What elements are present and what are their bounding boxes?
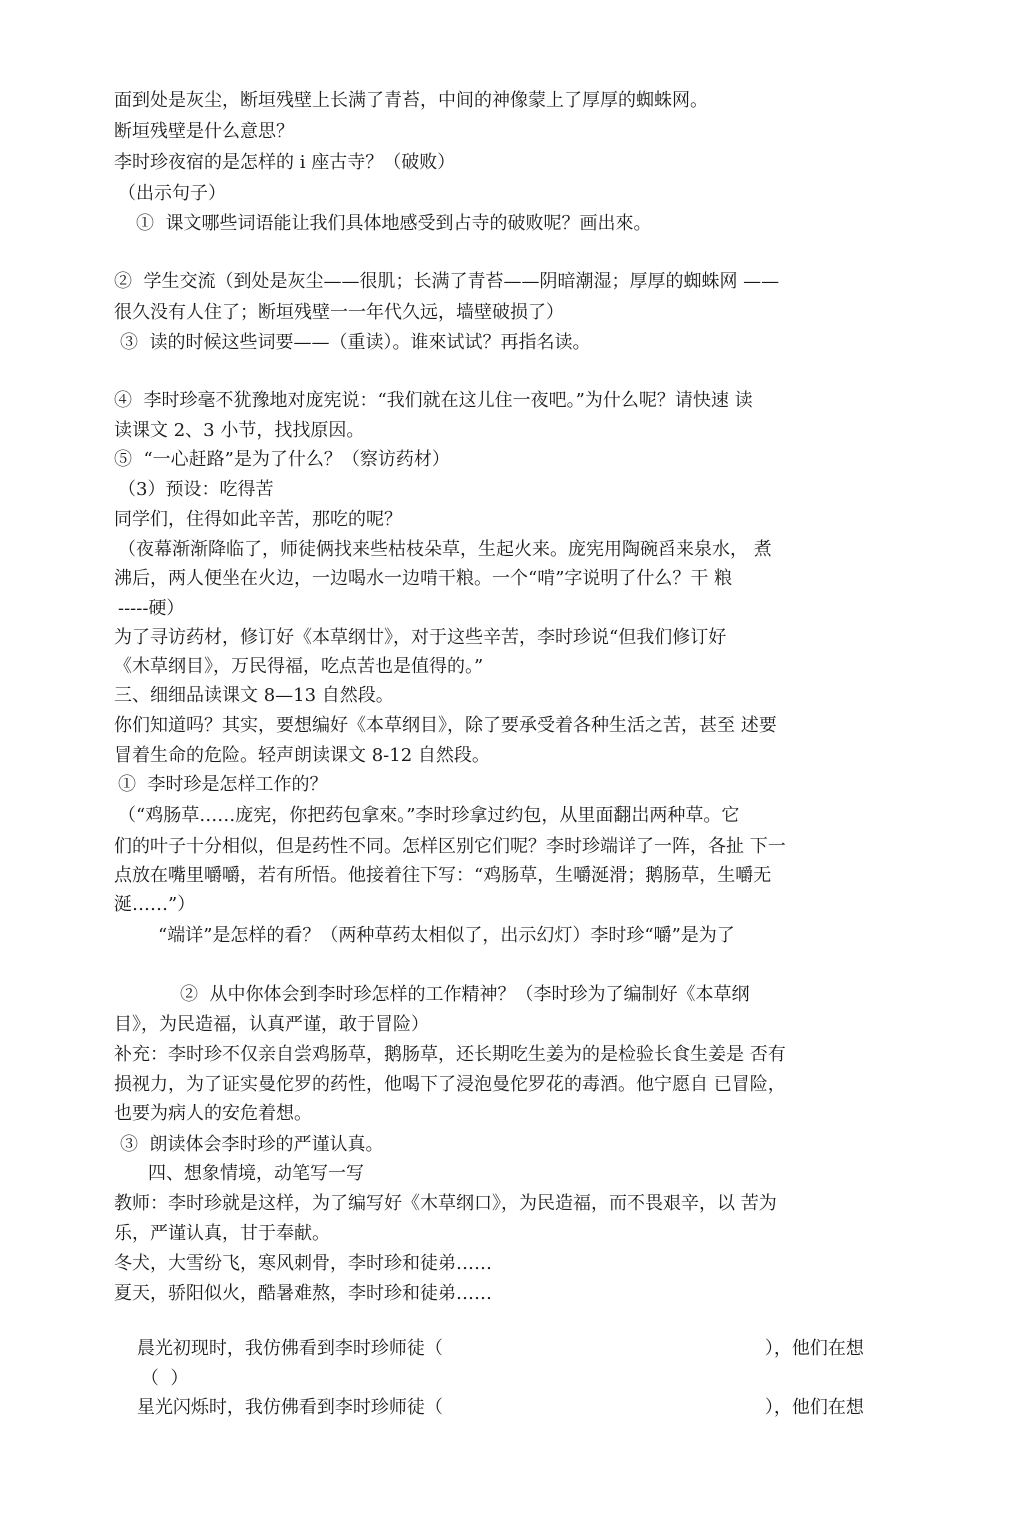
text-line: 面到处是灰尘，断垣残壁上长满了青苔，中间的神像蒙上了厚厚的蜘蛛网。 — [114, 90, 708, 111]
fill-in-row — [114, 1372, 443, 1444]
text-line: 读课文 2、3 小节，找找原因。 — [114, 420, 365, 441]
text-line: ③ 朗读体会李时珍的严谨认真。 — [120, 1134, 384, 1155]
text-line: 教师：李时珍就是这样，为了编写好《木草纲口》，为民造福，而不畏艰辛，以 苦为 — [114, 1193, 777, 1214]
text-line: （“鸡肠草……庞宪，你把药包拿來。”李时珍拿过约包，从里面翻岀两种草。它 — [118, 805, 740, 826]
text-line: 损视力，为了证实曼佗罗的药性，他喝下了浸泡曼佗罗花的毒酒。他宁愿自 已冒险， — [114, 1074, 786, 1095]
text-line: 们的叶子十分相似，但是药性不同。怎样区别它们呢？李时珍端详了一阵，各扯 下一 — [114, 836, 786, 857]
text-line: ① 课文哪些词语能让我们具体地感受到占寺的破败呢？画出來。 — [136, 213, 652, 234]
text-line: 冬犬，大雪纷飞，寒风刺骨，李时珍和徒弟…… — [114, 1253, 492, 1274]
text-line: （出示句子） — [118, 183, 226, 204]
text-line: 涎……”） — [114, 894, 196, 915]
text-line: 也要为病人的安危着想。 — [114, 1103, 312, 1124]
text-line: 沸后，两人便坐在火边，一边喝水一边啃干粮。一个“啃”字说明了什么？干 粮 — [114, 568, 733, 589]
text-line: 冒着生命的危险。轻声朗读课文 8-12 自然段。 — [114, 745, 490, 766]
fill-in-trail-text: ），他们在想 — [764, 1338, 864, 1359]
text-line: ④ 李时珍毫不犹豫地对庞宪说：“我们就在这儿住一夜吧。”为什么呢？请快速 读 — [114, 390, 753, 411]
text-line: （夜幕渐渐降临了，师徒俩找来些枯枝朵草，生起火来。庞宪用陶碗舀来泉水， 煮 — [118, 539, 772, 560]
text-line: 目》，为民造福，认真严谨，敢于冒险） — [114, 1014, 429, 1035]
text-line: “端详”是怎样的看？（两种草药太相似了，出示幻灯）李时珍“嚼”是为了 — [158, 925, 735, 946]
fill-in-lead: （ ） — [140, 1368, 189, 1389]
text-line: 你们知道吗？其实，要想编好《本草纲目》，除了要承受着各种生活之苦，甚至 述要 — [114, 715, 777, 736]
text-line: 同学们，住得如此辛苦，那吃的呢？ — [114, 509, 402, 530]
text-line: 为了寻访药材，修订好《本草纲廿》，对于这些辛苦，李时珍说“但我们修订好 — [114, 627, 727, 648]
text-line: ① 李时珍是怎样工作的？ — [118, 774, 328, 795]
fill-in-lead: 星光闪烁时，我仿佛看到李时珍师徒（ — [136, 1397, 443, 1418]
fill-in-lead: 晨光初现时，我仿佛看到李时珍师徒（ — [136, 1338, 443, 1359]
fill-in-trail — [742, 1372, 864, 1444]
text-line: （3）预设：吃得苦 — [118, 479, 274, 500]
text-line: 补充：李时珍不仅亲自尝鸡肠草，鹅肠草，还长期吃生姜为的是检验长食生姜是 否有 — [114, 1044, 786, 1065]
text-line: ② 学生交流（到处是灰尘——很肌；长满了青苔——阴暗潮湿；厚厚的蜘蛛网 —— — [114, 271, 780, 292]
text-line: ⑤ “一心赶路”是为了什么？（察访药材） — [114, 449, 450, 470]
fill-in-trail-text: ），他们在想 — [764, 1397, 864, 1418]
text-line: 《木草纲目》，万民得福，吃点苦也是值得的。” — [114, 656, 484, 677]
text-line: 李时珍夜宿的是怎样的 i 座古寺？（破败） — [114, 152, 456, 173]
text-line: 点放在嘴里嚼嚼，若有所悟。他接着往下写：“鸡肠草，生嚼涎滑；鹅肠草，生嚼无 — [114, 865, 772, 886]
text-line: -----硬） — [118, 598, 185, 619]
text-line: 断垣残壁是什么意思？ — [114, 121, 294, 142]
text-line: 四、想象情境，动笔写一写 — [148, 1163, 364, 1184]
text-line: 三、细细品读课文 8—13 自然段。 — [114, 685, 394, 706]
text-line: 夏天，骄阳似火，酷暑难熬，李时珍和徒弟…… — [114, 1283, 492, 1304]
text-line: ③ 读的时候这些词要——（重读）。谁來试试？再指名读。 — [120, 332, 591, 353]
text-line: ② 从中你体会到李时珍怎样的工作精神？（李时珍为了编制好《本草纲 — [180, 984, 750, 1005]
text-line: 很久没有人住了；断垣残壁一一年代久远，墙壁破损了） — [114, 302, 564, 323]
text-line: 乐，严谨认真，甘于奉献。 — [114, 1223, 330, 1244]
